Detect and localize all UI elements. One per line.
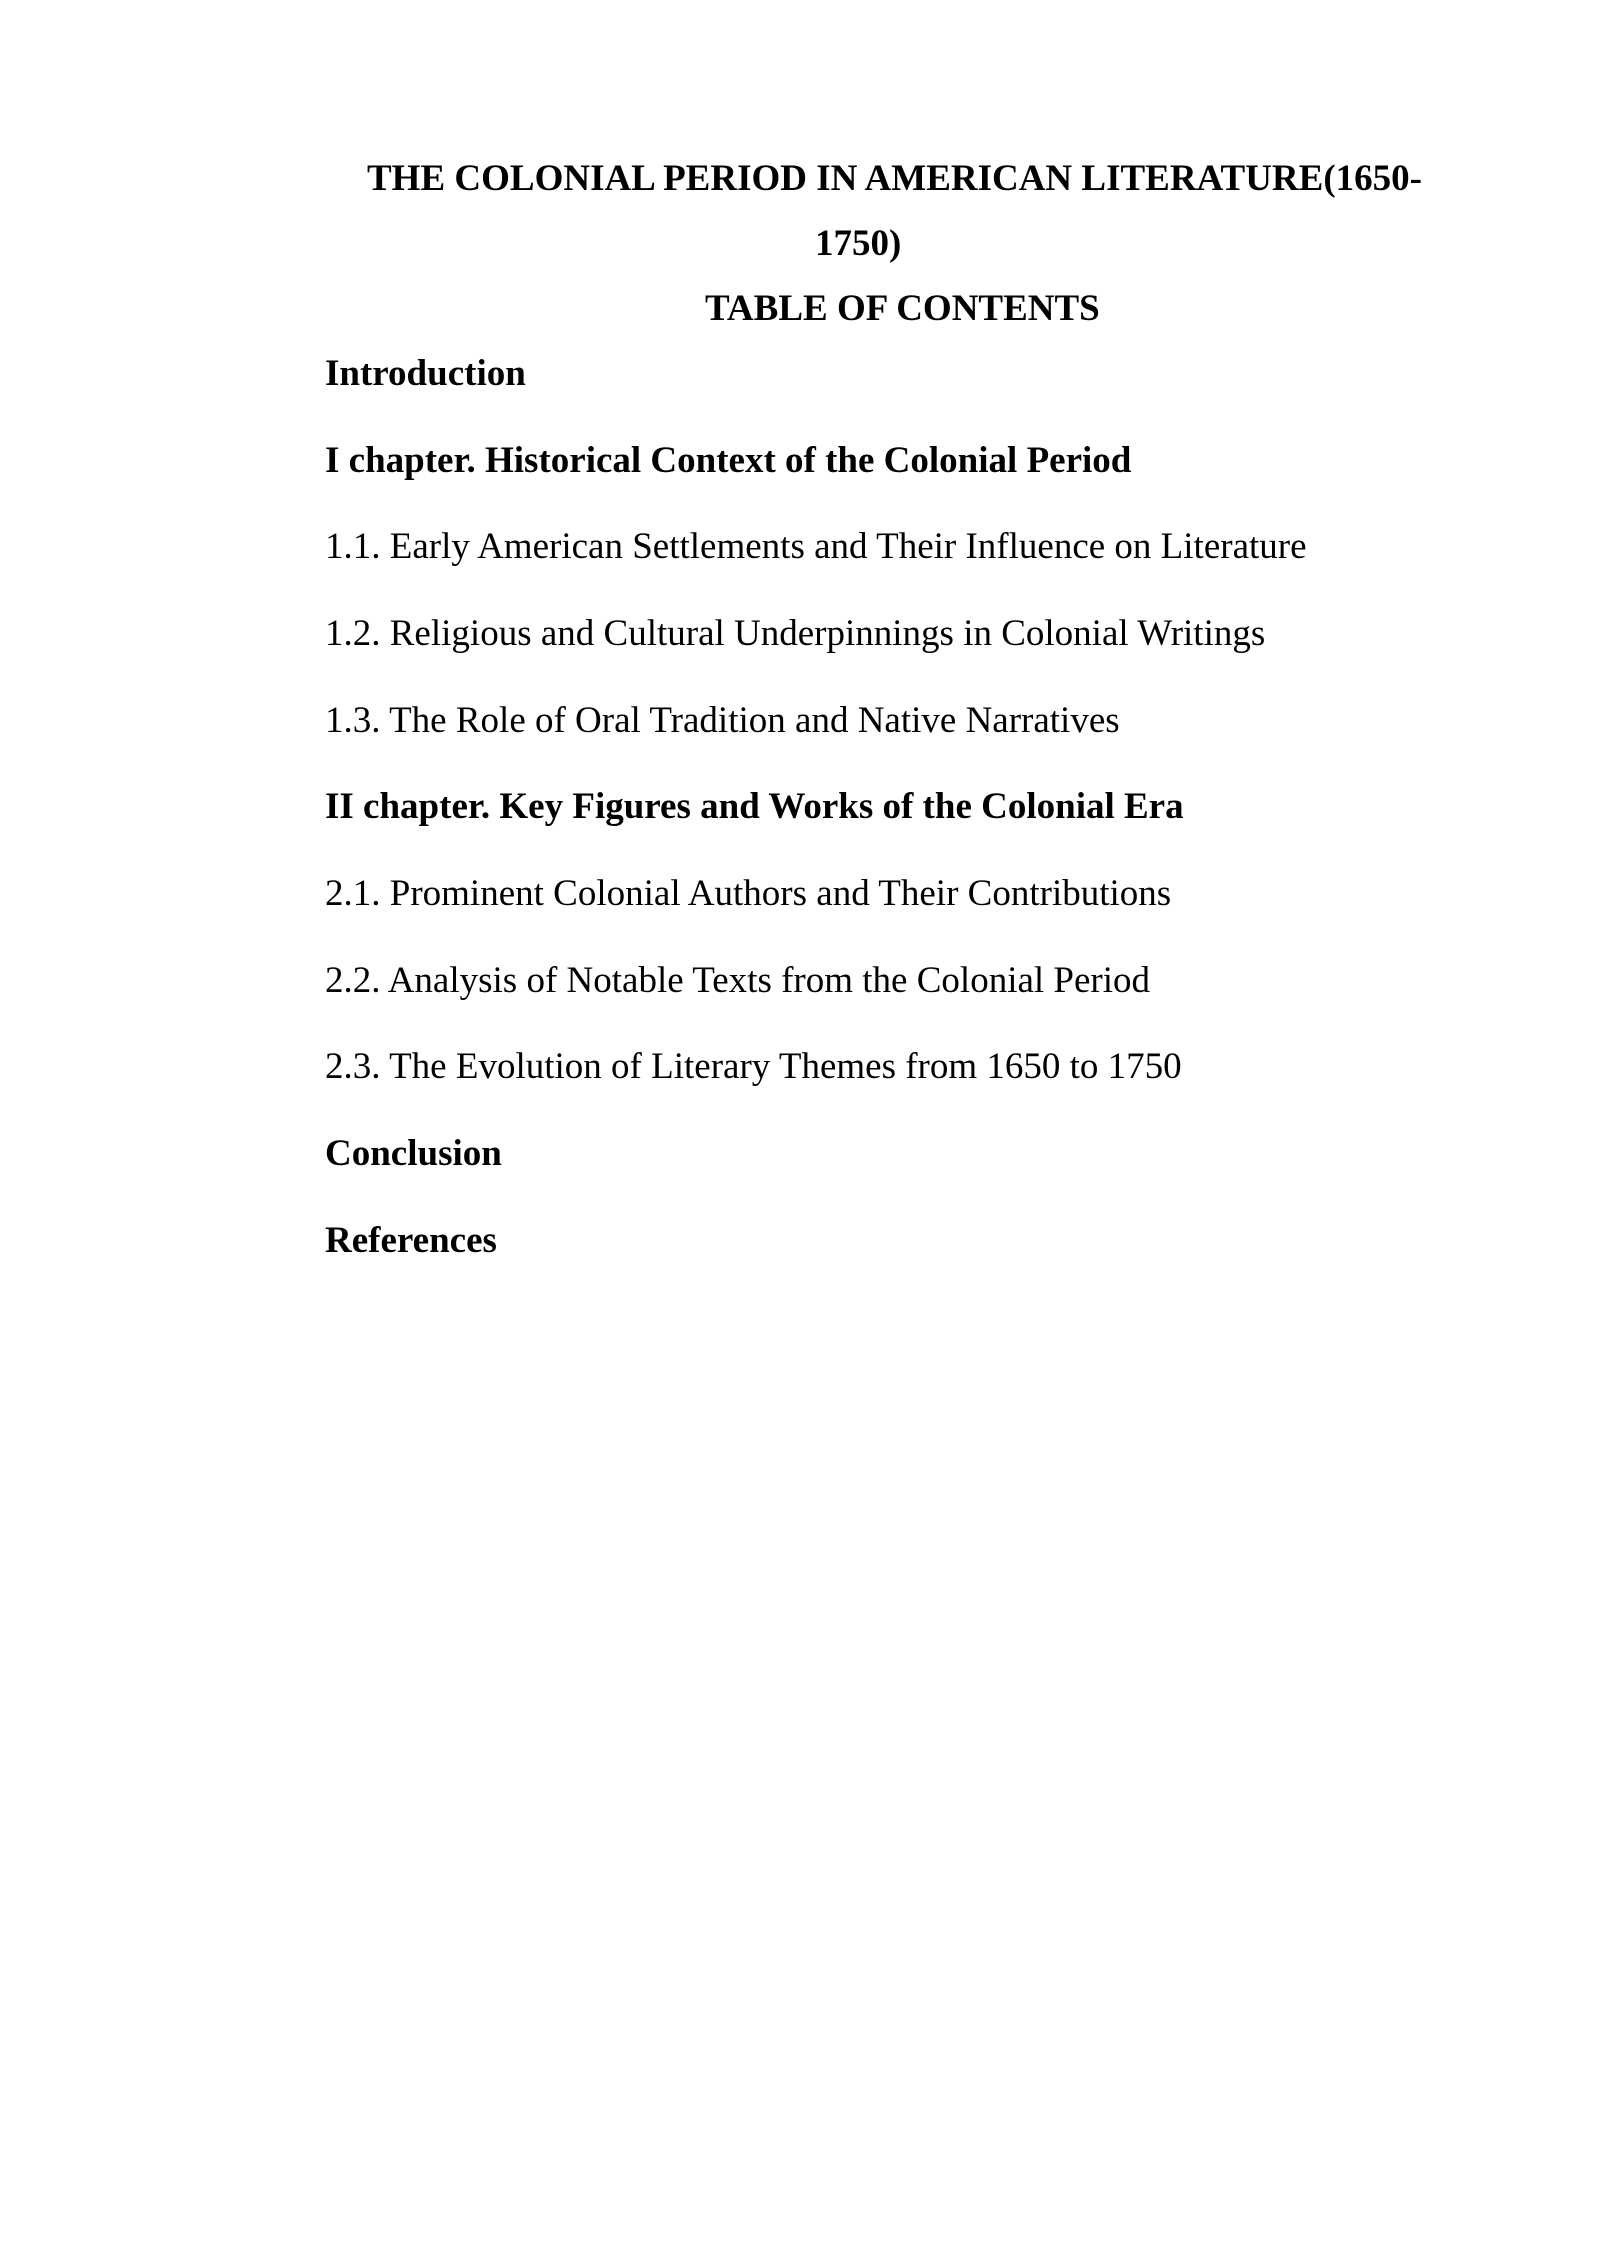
toc-entry-conclusion: Conclusion xyxy=(325,1133,502,1174)
toc-entry-2-3: 2.3. The Evolution of Literary Themes from 1650 to 1750 xyxy=(325,1046,1182,1087)
toc-entry-2-2: 2.2. Analysis of Notable Texts from the Colonial Period xyxy=(325,960,1151,1001)
toc-entry-introduction: Introduction xyxy=(325,353,526,394)
toc-heading: TABLE OF CONTENTS xyxy=(705,288,1100,329)
toc-entry-1-1: 1.1. Early American Settlements and Their Influence on Literature xyxy=(325,526,1307,567)
toc-entry-chapter-1: I chapter. Historical Context of the Colonial Period xyxy=(325,440,1132,481)
toc-entry-chapter-2: II chapter. Key Figures and Works of the Colonial Era xyxy=(325,786,1184,827)
toc-entry-1-3: 1.3. The Role of Oral Tradition and Native Narratives xyxy=(325,700,1120,741)
toc-entry-references: References xyxy=(325,1220,497,1261)
toc-entry-1-2: 1.2. Religious and Cultural Underpinnings in Colonial Writings xyxy=(325,613,1266,654)
document-title-line-1: THE COLONIAL PERIOD IN AMERICAN LITERATURE(1650- xyxy=(367,158,1422,199)
document-title-line-2: 1750) xyxy=(815,223,902,264)
toc-entry-2-1: 2.1. Prominent Colonial Authors and Their Contributions xyxy=(325,873,1172,914)
